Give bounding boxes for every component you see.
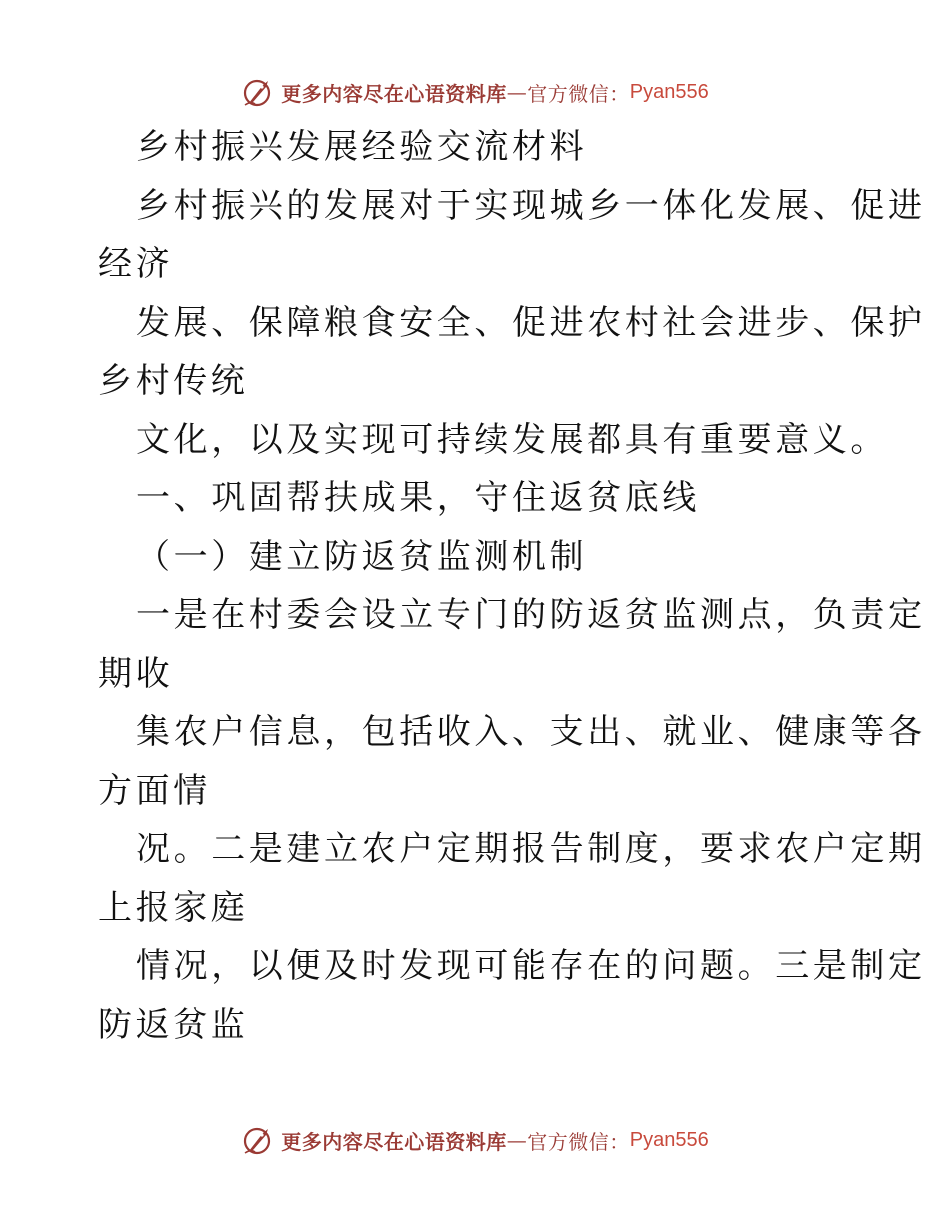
paragraph-line: 况。二是建立农户定期报告制度，要求农户定期 xyxy=(136,829,926,869)
paragraph-line: 方面情 xyxy=(98,770,211,811)
paragraph-line: 文化，以及实现可持续发展都具有重要意义。 xyxy=(136,419,888,460)
paragraph-line: 上报家庭 xyxy=(98,887,249,928)
banner-dash: — xyxy=(506,1128,528,1152)
paragraph-line: 乡村振兴的发展对于实现城乡一体化发展、促进 xyxy=(136,185,926,226)
header-banner xyxy=(0,72,950,112)
subsection-heading: （一）建立防返贫监测机制 xyxy=(136,536,588,577)
section-heading: 一、巩固帮扶成果，守住返贫底线 xyxy=(136,478,700,518)
paragraph-line: 乡村传统 xyxy=(98,361,249,401)
paragraph-line: 一是在村委会设立专门的防返贫监测点，负责定 xyxy=(136,595,926,635)
document-title: 乡村振兴发展经验交流材料 xyxy=(136,127,588,167)
paragraph-line: 发展、保障粮食安全、促进农村社会进步、保护 xyxy=(136,302,926,343)
banner-wechat-id: Pyan556 xyxy=(629,80,709,103)
document-body xyxy=(98,118,926,1054)
banner-main-text: 更多内容尽在心语资料库 xyxy=(281,1129,507,1154)
paragraph-line: 情况，以便及时发现可能存在的问题。三是制定 xyxy=(136,946,926,986)
banner-sub-text: 官方微信： xyxy=(527,1129,630,1154)
paragraph-line: 期收 xyxy=(98,653,174,694)
banner-main-text: 更多内容尽在心语资料库 xyxy=(281,81,507,106)
paragraph-line: 经济 xyxy=(98,244,174,284)
paragraph-line: 集农户信息，包括收入、支出、就业、健康等各 xyxy=(136,712,926,752)
banner-wechat-id: Pyan556 xyxy=(629,1128,709,1151)
pen-nib-logo-icon xyxy=(241,1123,275,1157)
pen-nib-logo-icon xyxy=(241,75,275,109)
banner-dash: — xyxy=(506,80,528,104)
paragraph-line: 防返贫监 xyxy=(98,1004,249,1045)
banner-sub-text: 官方微信： xyxy=(527,81,630,106)
footer-banner xyxy=(0,1120,950,1160)
